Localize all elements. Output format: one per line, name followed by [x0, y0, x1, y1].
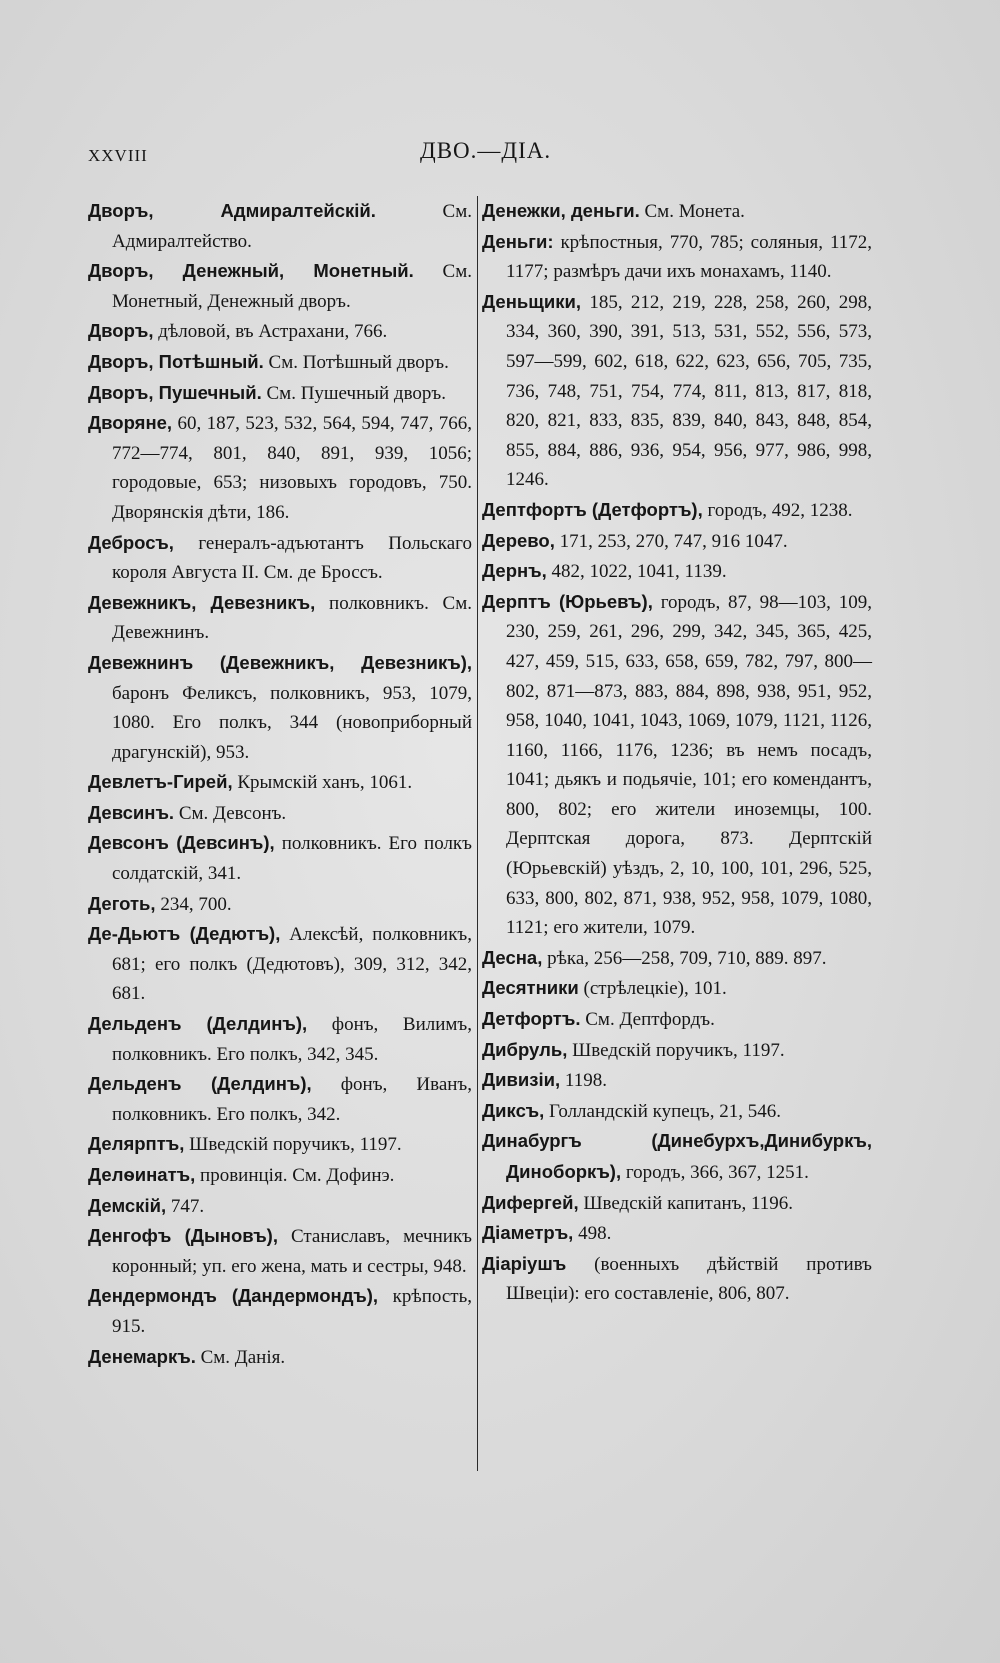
column-divider: [477, 196, 478, 1471]
index-entry: [88, 316, 472, 347]
index-entry: [88, 528, 472, 588]
entry-text: См. Потѣшный дворъ.: [263, 351, 449, 373]
entry-text: См. Монета.: [639, 201, 745, 222]
entry-text: Алексѣй, полковникъ, 681; его полкъ (Дедютовъ), 309, 312, 342, 681.: [112, 924, 473, 1005]
entry-text: городъ, 366, 367, 1251.: [621, 1162, 809, 1183]
index-entry: [482, 973, 872, 1004]
index-entry: [88, 919, 472, 1009]
index-entry: [88, 408, 472, 527]
entry-heading: Де-Дьютъ (Дедютъ),: [88, 923, 281, 945]
entry-text: См. Адмиралтейство.: [112, 201, 472, 252]
entry-heading: Дельденъ (Делдинъ),: [88, 1013, 308, 1035]
index-entry: [482, 1035, 872, 1066]
index-entry: [88, 798, 472, 829]
entry-heading: Девлетъ-Гирей,: [88, 771, 233, 793]
entry-text: рѣка, 256—258, 709, 710, 889. 897.: [542, 947, 827, 969]
index-column-left: [88, 196, 472, 1372]
index-entry: [88, 1160, 472, 1191]
entry-text: фонъ, Вилимъ, полковникъ. Его полкъ, 342, 345.: [112, 1014, 472, 1065]
entry-heading: Делѳинатъ,: [88, 1164, 196, 1185]
entry-heading: Денгофъ (Дыновъ),: [88, 1225, 278, 1247]
entry-heading: Дельденъ (Делдинъ),: [88, 1073, 312, 1095]
index-entry: [88, 648, 472, 767]
entry-text: 1198.: [560, 1070, 607, 1092]
entry-text: фонъ, Иванъ, полковникъ. Его полкъ, 342.: [112, 1074, 472, 1125]
entry-text: крѣпостныя, 770, 785; соляныя, 1172, 1177; размѣръ дачи ихъ монахамъ, 1140.: [506, 231, 872, 283]
index-entry: [482, 227, 872, 287]
index-entry: [88, 1009, 472, 1069]
entry-text: генералъ-адъютантъ Польскаго короля Августа II. См. де Броссъ.: [112, 532, 472, 584]
entry-text: 498.: [573, 1223, 612, 1245]
entry-text: городъ, 492, 1238.: [702, 499, 853, 521]
index-entry: [88, 1342, 472, 1373]
entry-heading: Дворъ,: [88, 320, 154, 342]
entry-text: полковникъ. См. Девежнинъ.: [112, 592, 473, 644]
index-entry: [482, 587, 872, 943]
index-entry: [88, 1221, 472, 1281]
entry-heading: Денемаркъ.: [88, 1345, 196, 1367]
entry-heading: Дептфортъ (Детфортъ),: [482, 498, 703, 520]
index-entry: [88, 828, 472, 888]
index-entry: [88, 196, 472, 256]
entry-text: 747.: [166, 1195, 205, 1217]
entry-heading: Деньщики,: [482, 290, 581, 312]
entry-text: 234, 700.: [155, 893, 232, 915]
index-entry: [482, 943, 872, 974]
index-entry: [88, 1191, 472, 1222]
entry-text: 482, 1022, 1041, 1139.: [546, 561, 727, 583]
index-entry: [88, 767, 472, 798]
entry-text: Шведскій поручикъ, 1197.: [184, 1134, 402, 1156]
entry-text: См. Пушечный дворъ.: [261, 382, 446, 404]
index-entry: [88, 347, 472, 378]
entry-text: дѣловой, въ Астрахани, 766.: [153, 321, 388, 343]
entry-heading: Девсинъ.: [88, 801, 175, 823]
entry-heading: Дерево,: [482, 529, 555, 551]
entry-text: (стрѣлецкіе), 101.: [578, 978, 727, 1000]
entry-heading: Демскій,: [88, 1194, 167, 1216]
entry-heading: Дернъ,: [482, 560, 547, 582]
entry-text: 60, 187, 523, 532, 564, 594, 747, 766, 772—774, 801, 840, 891, 939, 1056; городовые, 653; низовыхъ городовъ, 750. Дворянскія дѣти, 186.: [112, 413, 472, 523]
index-entry: [482, 495, 872, 526]
entry-heading: Дендермондъ (Дандермондъ),: [88, 1285, 378, 1307]
index-entry: [482, 1126, 872, 1187]
entry-text: См. Дептфордъ.: [580, 1009, 715, 1031]
entry-heading: Дибруль,: [482, 1038, 568, 1060]
running-head: ДВО.—ДІА.: [420, 138, 552, 163]
entry-text: полковникъ. Его полкъ солдатскій, 341.: [112, 833, 472, 885]
page-number: XXVIII: [88, 146, 148, 165]
entry-heading: Дворъ, Потѣшный.: [88, 350, 264, 372]
index-entry: [482, 556, 872, 587]
entry-text: См. Девсонъ.: [174, 802, 287, 824]
entry-heading: Дерптъ (Юрьевъ),: [482, 590, 653, 612]
index-entry: [482, 1004, 872, 1035]
entry-text: Голландскій купецъ, 21, 546.: [544, 1100, 781, 1122]
entry-text: крѣпость, 915.: [112, 1286, 472, 1337]
entry-heading: Детфортъ.: [482, 1008, 581, 1030]
index-entry: [88, 256, 472, 316]
entry-heading: Динабургъ (Динебурхъ,Динибуркъ, Диноборкъ),: [482, 1130, 872, 1182]
entry-text: 185, 212, 219, 228, 258, 260, 298, 334, 360, 390, 391, 513, 531, 552, 556, 573, 597—599, 602, 618, 622, 623, 656, 705, 735, 736, 748, 751, 754, 774, 811, 813, 817, 818, 820, 821, 833, 835, 839, 840, 843, 848, 854, 855, 884, 886, 936, 954, 956, 977, 986, 998, 1246.: [506, 291, 872, 491]
index-entry: [88, 378, 472, 409]
index-entry: [482, 1096, 872, 1127]
entry-text: провинція. См. Дофинэ.: [195, 1165, 395, 1186]
index-entry: [482, 1065, 872, 1096]
index-entry: [482, 1188, 872, 1219]
index-entry: [88, 1129, 472, 1160]
entry-heading: Дифергей,: [482, 1191, 579, 1213]
entry-heading: Девежникъ, Девезникъ,: [88, 591, 316, 613]
index-entry: [482, 1218, 872, 1249]
index-entry: [88, 889, 472, 920]
entry-text: баронъ Феликсъ, полковникъ, 953, 1079, 1080. Его полкъ, 344 (новоприборный драгунскій), 953.: [112, 682, 472, 763]
entry-heading: Дворяне,: [88, 412, 173, 434]
entry-text: городъ, 87, 98—103, 109, 230, 259, 261, 296, 299, 342, 345, 365, 425, 427, 459, 515, 633, 658, 659, 782, 797, 800—802, 871—873, 883, 884, 898, 938, 951, 952, 958, 1040, 1041, 1043, 1069, 1079, 1121, 1126, 1160, 1166, 1176, 1236; въ немъ посадъ, 1041; дьякъ и подьячіе, 101; его комендантъ, 800, 802; его жители иноземцы, 100. Дерптская дорога, 873. Дерптскій (Юрьевскій) уѣздъ, 2, 10, 100, 101, 296, 525, 633, 800, 802, 871, 938, 952, 958, 1079, 1080, 1121; его жители, 1079.: [506, 591, 872, 939]
entry-text: Шведскій капитанъ, 1196.: [578, 1192, 794, 1214]
entry-heading: Деньги:: [482, 230, 554, 252]
index-entry: [88, 588, 472, 648]
entry-heading: Деготь,: [88, 892, 156, 914]
index-entry: [482, 287, 872, 495]
entry-heading: Диксъ,: [482, 1099, 545, 1121]
entry-text: Крымскій ханъ, 1061.: [232, 772, 413, 794]
entry-heading: Дворъ, Пушечный.: [88, 381, 262, 403]
entry-text: См. Монетный, Денежный дворъ.: [112, 261, 472, 312]
entry-heading: Десятники: [482, 977, 579, 999]
entry-text: Станиславъ, мечникъ коронный; уп. его жена, мать и сестры, 948.: [112, 1226, 472, 1277]
index-entry: [482, 526, 872, 557]
entry-heading: Делярптъ,: [88, 1133, 185, 1155]
entry-text: См. Данія.: [195, 1346, 286, 1368]
entry-heading: Девежнинъ (Девежникъ, Девезникъ),: [88, 651, 472, 673]
index-entry: [482, 1249, 872, 1309]
index-entry: [88, 1281, 472, 1341]
entry-heading: Дворъ, Адмиралтейскій.: [88, 200, 376, 221]
entry-heading: Десна,: [482, 946, 543, 968]
entry-heading: Дворъ, Денежный, Монетный.: [88, 260, 414, 282]
index-column-right: [482, 196, 872, 1309]
entry-heading: Дивизіи,: [482, 1069, 561, 1091]
entry-text: (военныхъ дѣйствій противъ Швеціи): его составленіе, 806, 807.: [506, 1253, 872, 1305]
entry-heading: Діаметръ,: [482, 1222, 574, 1244]
entry-heading: Девсонъ (Девсинъ),: [88, 832, 275, 854]
entry-heading: Денежки, деньги.: [482, 200, 640, 221]
entry-heading: Діаріушъ: [482, 1252, 567, 1274]
index-entry: [88, 1069, 472, 1129]
entry-heading: Дебросъ,: [88, 531, 174, 553]
index-entry: [482, 196, 872, 227]
entry-text: 171, 253, 270, 747, 916 1047.: [554, 530, 788, 552]
entry-text: Шведскій поручикъ, 1197.: [567, 1039, 785, 1061]
